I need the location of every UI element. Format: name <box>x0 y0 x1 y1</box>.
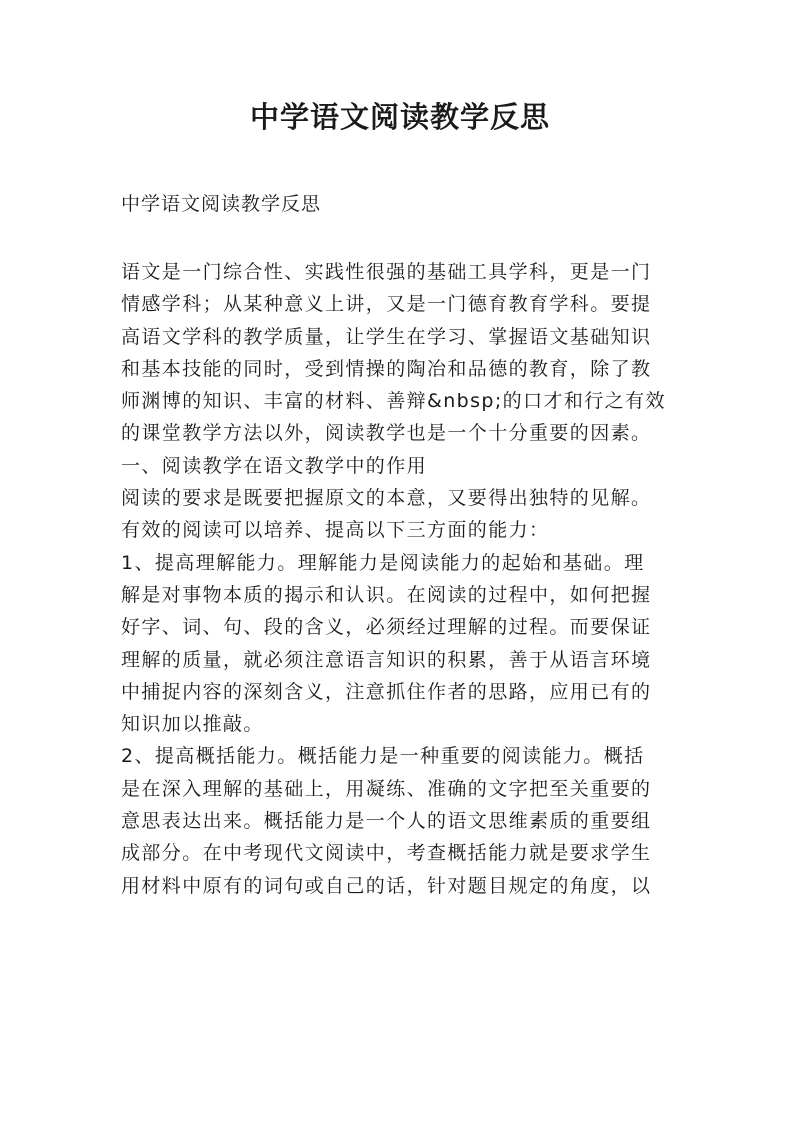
body-line: 高语文学科的教学质量，让学生在学习、掌握语文基础知识 <box>121 325 652 348</box>
section-heading: 一、阅读教学在语文教学中的作用 <box>121 454 428 477</box>
body-line: 好字、词、句、段的含义，必须经过理解的过程。而要保证 <box>121 616 652 639</box>
body-line: 有效的阅读可以培养、提高以下三方面的能力： <box>121 519 550 542</box>
document-body <box>121 256 683 902</box>
body-line: 是在深入理解的基础上，用凝练、准确的文字把至关重要的 <box>121 777 652 800</box>
body-line: 中捕捉内容的深刻含义，注意抓住作者的思路，应用已有的 <box>121 680 652 703</box>
body-line: 2、提高概括能力。概括能力是一种重要的阅读能力。概括 <box>121 745 645 768</box>
body-line: 用材料中原有的词句或自己的话，针对题目规定的角度，以 <box>121 874 652 897</box>
body-line: 和基本技能的同时，受到情操的陶冶和品德的教育，除了教 <box>121 357 652 380</box>
body-line: 1、提高理解能力。理解能力是阅读能力的起始和基础。理 <box>121 551 645 574</box>
body-line: 语文是一门综合性、实践性很强的基础工具学科，更是一门 <box>121 261 652 283</box>
body-line: 意思表达出来。概括能力是一个人的语文思维素质的重要组 <box>121 810 652 833</box>
body-line: 阅读的要求是既要把握原文的本意，又要得出独特的见解。 <box>121 487 652 510</box>
body-line: 理解的质量，就必须注意语言知识的积累，善于从语言环境 <box>121 648 652 671</box>
body-line: 情感学科；从某种意义上讲，又是一门德育教育学科。要提 <box>121 293 652 316</box>
body-line: 成部分。在中考现代文阅读中，考查概括能力就是要求学生 <box>121 842 652 865</box>
body-line: 知识加以推敲。 <box>121 713 264 736</box>
document-subtitle: 中学语文阅读教学反思 <box>121 193 322 215</box>
body-line: 师渊博的知识、丰富的材料、善辩&nbsp;的口才和行之有效 <box>121 390 666 413</box>
document-title: 中学语文阅读教学反思 <box>249 100 550 134</box>
body-line: 解是对事物本质的揭示和认识。在阅读的过程中，如何把握 <box>121 583 652 606</box>
body-line: 的课堂教学方法以外，阅读教学也是一个十分重要的因素。 <box>121 422 652 445</box>
